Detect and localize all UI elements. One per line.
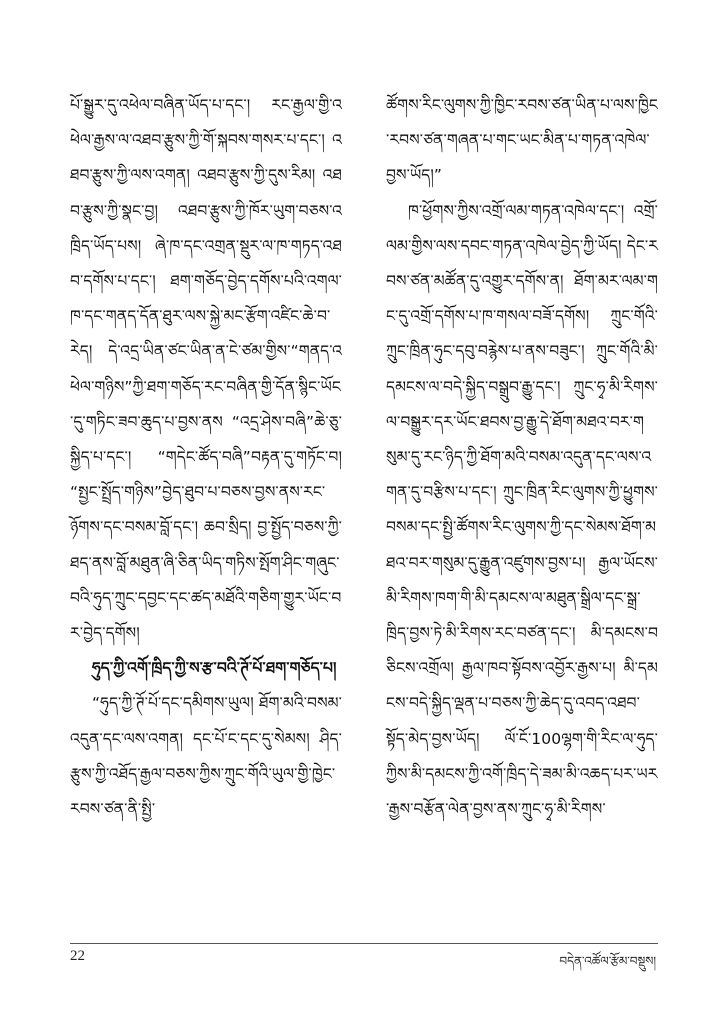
left-text-column [70,88,342,827]
right-paragraph-2: ཁ་ཕྱོགས་ཀྱིས་འགྲོ་ལམ་གཏན་འཁེལ་དང་། འགྲོ་ལམ་གྱིས་ལས་དབང་གཏན་འཁེལ་བྱེད་ཀྱི་ཡོད། དེང་རབས་ཙན་མཚོན་དུ་འགྱུར་དགོས་ན། ཐོག་མར་ལམ་གང་དུ་འགྲོ་དགོས་པ་ཁ་གསལ་བཟོ་དགོས། ཀྲུང་གོའི་ཀྲུང་ཁྲིན་ཧུང་དབུ་བརྙེས་པ་ནས་བཟུང་། ཀྲུང་གོའི་མི་དམངས་ལ་བདེ་སྐྱིད་བསྒྲུབ་རྒྱུ་དང་། ཀྲུང་ཧྭ་མི་རིགས་ལ་བསྒྱུར་དར་ཡོང་ཐབས་བྱ་རྒྱུ་དེ་ཐོག་མཐའ་བར་གསུམ་དུ་རང་ཉིད་ཀྱི་ཐོག་མའི་བསམ་འདུན་དང་ལས་འགན་དུ་བརྩིས་པ་དང་། ཀྲུང་ཁྲིན་རིང་ལུགས་ཀྱི་ཕྱུགས་བསམ་དང་སྤྱི་ཚོགས་རིང་ལུགས་ཀྱི་དང་སེམས་ཐོག་མཐའ་བར་གསུམ་དུ་རྒྱུན་འཛུགས་བྱས་པ། རྒྱལ་ཡོངས་མི་རིགས་ཁག་གི་མི་དམངས་ལ་མཐུན་སྒྲིལ་དང་སྒྲ་ཁྲིད་བྱས་ཏེ་མི་རིགས་རང་བཙན་དང་། མི་དམངས་བཅིངས་འགྲོལ། རྒྱལ་ཁབ་སྟོབས་འབྱོར་རྒྱས་པ། མི་དམངས་བདེ་སྐྱིད་ལྡན་པ་བཅས་ཀྱི་ཆེད་དུ་འབད་འཐབ་སྟོད་མེད་བྱས་ཡོད། ལོ་ངོ་100ལྷག་གི་རིང་ལ་ཧུད་ཀྱིས་མི་དམངས་ཀྱི་འགོ་ཁྲིད་དེ་ཟམ་མི་འཆད་པར་ཡར་རྒྱས་བརྩོན་ལེན་བྱས་ནས་ཀྲུང་ཧྭ་མི་རིགས་ [386,201,658,819]
left-paragraph-2: “ཧུད་ཀྱི་ཊོ་པོ་དང་དམིགས་ཡུལ། ཐོག་མའི་བསམ་འདུན་དང་ལས་འགན། དང་པོ་ང་དང་དུ་སེམས། ཤིད་རྩུས་ཀྱི་འཐོད་རྒྱལ་བཅས་ཀྱིས་ཀྲུང་གོའི་ཡུལ་གྱི་ཁྱེང་རབས་ཙན་ནི་སྤྱི་ [70,694,342,819]
section-heading: ཧུད་ཀྱི་འགོ་ཁྲིད་ཀྱི་ས་རྩ་བའི་ཊོ་པོ་ཐག་གཅོད་པ། [92,659,337,678]
right-text-column [386,88,658,827]
footer-divider [70,943,658,944]
left-paragraph-1: པོ་སྒྱུར་དུ་འཕེལ་བཞིན་ཡོད་པ་དང་། རང་རྒྱལ་གྱི་འཕེལ་རྒྱས་ལ་འཐབ་རྩུས་ཀྱི་གོ་སྐབས་གསར་པ་དང་། འཐབ་རྩུས་ཀྱི་ལས་འགན། འཐབ་རྩུས་ཀྱི་དུས་རིམ། འཐབ་རྩུས་ཀྱི་སྣང་བྱ། འཐབ་རྩུས་ཀྱི་ཁོར་ཡུག་བཅས་འཁྲིད་ཡོད་པས། ཞེ་ཁ་དང་འགྲན་སྡུར་ལ་ཁ་གཏད་འཐབ་དགོས་པ་དང་། ཐག་གཅོད་བྱེད་དགོས་པའི་འགལ་ཁ་དང་གནད་དོན་ཐུར་ལས་སྐྱེ་མང་རྩོག་འཛིང་ཆེ་བ་རེད། དེ་འདྲ་ཡིན་ཙང་ཡིན་ན་ངེ་ཙམ་གྱིས་“གནད་འཕེལ་གཉིས”ཀྱི་ཐག་གཅོད་རང་བཞིན་གྱི་དོན་སྙིང་ཡོང་དུ་གཏིང་ཟབ་ཆུད་པ་བྱས་ནས “འདྲ་ཤེས་བཞི”ཆེ་ཅུ་སྐྱིད་པ་དང་། “གདེང་ཚོད་བཞི”བརྟན་དུ་གཏོང་བ། “སྤྱང་སྤྲོད་གཉིས”བྱེད་ཐུབ་པ་བཅས་བྱས་ནས་རང་ཉོགས་དང་བསམ་བློ་དང་། ཆབ་སྲིད། བྱ་སྤྱོད་བཅས་ཀྱི་ཐད་ནས་བློ་མཐུན་ཞི་ཅིན་ཡིད་གཏིས་སྤོག་ཤིང་གཞུང་བའི་ཧུད་ཀྲུང་དབྱང་དང་ཚད་མཐོའི་གཅིག་གྱུར་ཡོང་བར་བྱེད་དགོས། [70,96,342,643]
running-title: བདེན་འཚོལ་རྩོམ་བསྡུས། [559,954,656,968]
right-paragraph-1: ཚོགས་རིང་ལུགས་ཀྱི་ཁྱིང་རབས་ཙན་ཡིན་པ་ལས་ཁྱིང་རབས་ཙན་གཞན་པ་གང་ཡང་མིན་པ་གཏན་འཁེལ་བྱས་ཡོད།” [386,96,658,185]
page-number: 22 [70,948,85,964]
